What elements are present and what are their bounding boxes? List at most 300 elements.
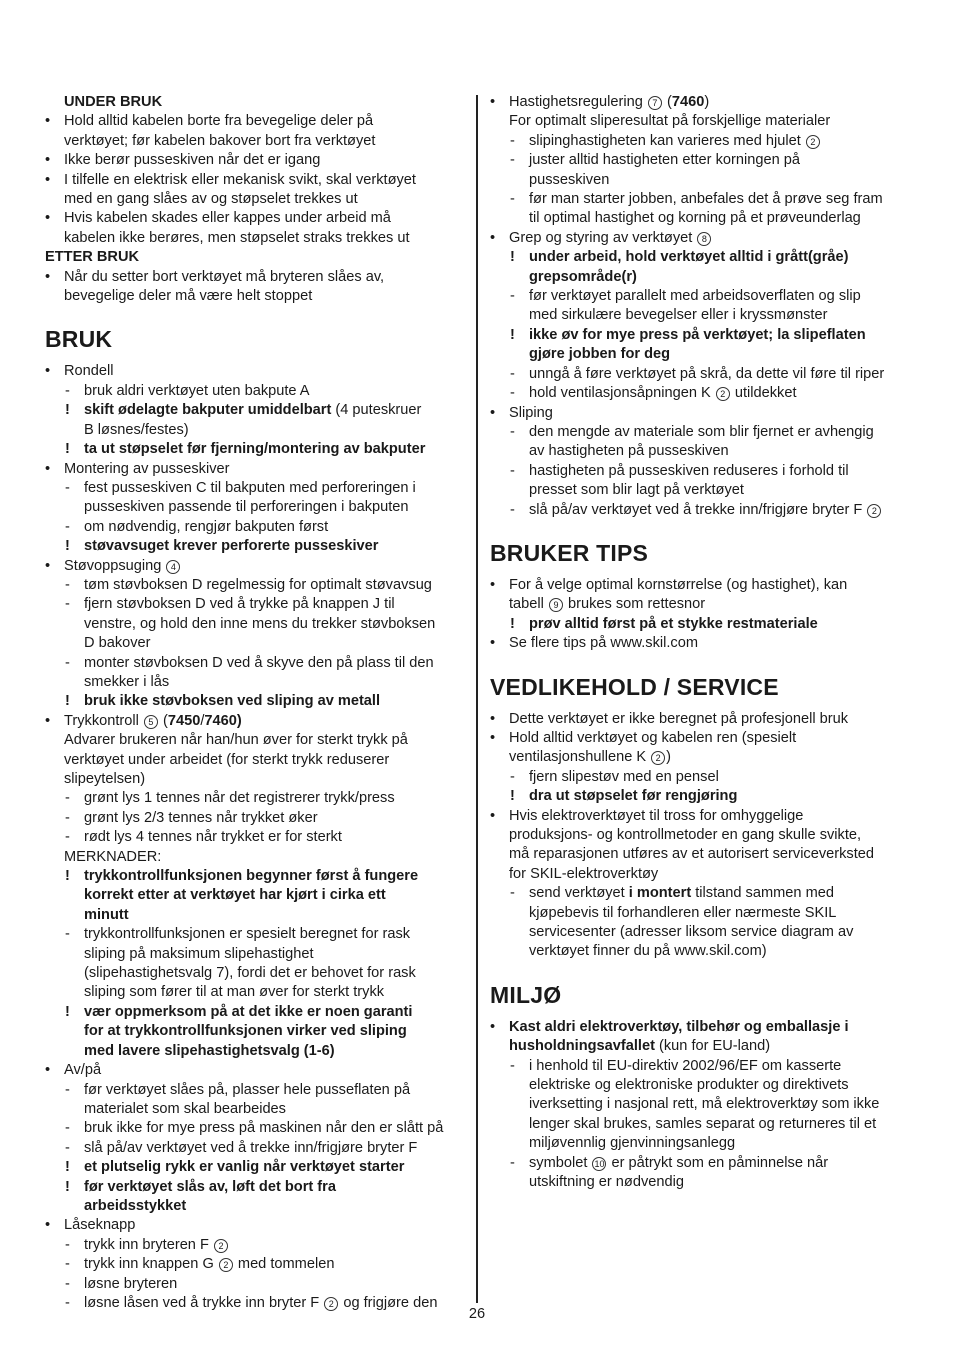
warning-marker: !: [65, 693, 70, 710]
warning-marker: !: [65, 1159, 70, 1176]
text-run: til optimal hastighet og korning på et prøveunderlag: [529, 210, 861, 227]
text-run: løsne bryteren: [84, 1275, 178, 1292]
text-line: [45, 1216, 465, 1235]
text-line: [45, 1042, 465, 1061]
text-run: Hold alltid kabelen borte fra bevegelige deler på: [64, 113, 374, 130]
text-line: [45, 809, 465, 828]
text-run: og frigjøre den: [339, 1294, 438, 1311]
dash-marker: -: [510, 462, 515, 479]
text-run: sliping på maksimum slipehastighet: [84, 945, 314, 962]
text-run: (slipehastighetsvalg 7), fordi det er behovet for rask: [84, 965, 416, 982]
text-line: [45, 751, 465, 770]
text-line: [45, 557, 465, 576]
figure-reference-number: 2: [651, 751, 665, 765]
figure-reference-number: 2: [214, 1239, 228, 1253]
bullet-marker: •: [45, 268, 51, 285]
text-run: elektriske og elektroniske produkter og direktivets: [529, 1077, 849, 1094]
text-run: slå på/av verktøyet ved å trekke inn/frigjøre bryter F: [84, 1139, 418, 1156]
text-run: materialet som skal bearbeides: [84, 1100, 286, 1117]
text-run: om nødvendig, rengjør bakputen først: [84, 518, 329, 535]
figure-reference-number: 10: [594, 1158, 605, 1169]
text-line: [45, 828, 465, 847]
text-line: [45, 770, 465, 789]
text-run: miljøvennlig gjenvinningsanlegg: [529, 1135, 736, 1152]
text-run: Sliping: [509, 404, 553, 421]
text-line: [45, 906, 465, 925]
text-line: [45, 634, 465, 653]
text-line: [490, 768, 912, 787]
text-line: [490, 190, 912, 209]
text-run: ta ut støpselet før fjerning/montering av bakputer: [84, 441, 426, 458]
text-line: [490, 1134, 912, 1153]
left-column: [45, 93, 465, 1313]
text-line: [490, 423, 912, 442]
dash-marker: -: [510, 288, 515, 305]
text-line: [490, 845, 912, 864]
text-line: [45, 789, 465, 808]
text-run: grepsområde(r): [529, 268, 637, 285]
dash-marker: -: [65, 1275, 70, 1292]
text-run: tøm støvboksen D regelmessig for optimalt støvavsug: [84, 576, 432, 593]
bullet-marker: •: [45, 1062, 51, 1079]
text-run: I tilfelle en elektrisk eller mekanisk svikt, skal verktøyet: [64, 171, 416, 188]
dash-marker: -: [65, 576, 70, 593]
dash-marker: -: [510, 423, 515, 440]
text-run: (kun for EU-land): [654, 1038, 771, 1055]
text-run: kjøpebevis til forhandleren eller nærmeste SKIL: [529, 904, 837, 921]
bold-text: husholdningsavfallet: [509, 1038, 655, 1055]
text-run: før verktøyet parallelt med arbeidsoverflaten og slip: [529, 288, 861, 305]
text-run: Låseknapp: [64, 1217, 136, 1234]
text-run: (: [662, 94, 672, 110]
dash-marker: -: [510, 768, 515, 785]
text-line: [490, 229, 912, 248]
text-run: Hastighetsregulering: [509, 94, 647, 110]
text-run: ikke øv for mye press på verktøyet; la slipeflaten: [529, 326, 866, 343]
text-line: [490, 748, 912, 767]
text-line: [45, 171, 465, 190]
text-line: [490, 1095, 912, 1114]
bullet-marker: •: [490, 729, 496, 746]
text-line: [45, 518, 465, 537]
text-run: Hvis elektroverktøyet til tross for omhyggelige: [509, 807, 804, 824]
bold-text: skift ødelagte bakputer umiddelbart: [84, 402, 332, 419]
text-line: [490, 306, 912, 325]
text-run: før verktøyet slås av, løft det bort fra: [84, 1178, 336, 1195]
bullet-marker: •: [45, 152, 51, 169]
text-run: dra ut støpselet før rengjøring: [529, 788, 738, 805]
warning-marker: !: [510, 615, 515, 632]
text-run: for at trykkontrollfunksjonen virker ved sliping: [84, 1023, 407, 1040]
text-run: hold ventilasjonsåpningen K: [529, 385, 715, 402]
dash-marker: -: [65, 654, 70, 671]
text-run: er påtrykt som en påminnelse når: [607, 1154, 829, 1171]
text-line: [490, 615, 912, 634]
bullet-marker: •: [490, 404, 496, 421]
text-run: hastigheten på pusseskiven reduseres i forhold til: [529, 462, 849, 479]
dash-marker: -: [65, 479, 70, 496]
text-line: [45, 479, 465, 498]
dash-marker: -: [510, 385, 515, 402]
text-run: trykk inn bryteren F: [84, 1236, 213, 1253]
text-run: B løsnes/festes): [84, 421, 189, 438]
text-line: [45, 1061, 465, 1080]
text-run: før man starter jobben, anbefales det å prøve seg fram: [529, 191, 883, 208]
bold-text: i montert: [628, 885, 692, 902]
text-run: løsne låsen ved å trykke inn bryter F: [84, 1294, 324, 1311]
text-run: trykkontrollfunksjonen begynner først å fungere: [84, 868, 419, 885]
figure-reference-number: 2: [219, 1258, 233, 1272]
warning-marker: !: [65, 538, 70, 555]
bullet-marker: •: [45, 1217, 51, 1234]
bullet-marker: •: [45, 712, 51, 729]
text-run: venstre, og hold den inne mens du trekker støvboksen: [84, 615, 436, 632]
text-run: (4 puteskruer: [331, 402, 422, 419]
text-line: [490, 268, 912, 287]
text-line: [45, 886, 465, 905]
text-run: fjern slipestøv med en pensel: [529, 768, 719, 785]
text-run: fest pusseskiven C til bakputen med perforeringen i: [84, 479, 416, 496]
text-run: Se flere tips på www.skil.com: [509, 635, 698, 652]
dash-marker: -: [510, 1057, 515, 1074]
dash-marker: -: [65, 1139, 70, 1156]
text-run: i henhold til EU-direktiv 2002/96/EF om kasserte: [529, 1057, 842, 1074]
text-line: [45, 1197, 465, 1216]
text-run: presset som blir lagt på verktøyet: [529, 482, 744, 499]
text-run: produksjons- og kontrollmetoder en gang skulle svikte,: [509, 827, 862, 843]
text-line: [45, 382, 465, 401]
dash-marker: -: [510, 191, 515, 208]
text-line: [45, 848, 465, 867]
text-run: symbolet: [529, 1154, 592, 1171]
text-run: vær oppmerksom på at det ikke er noen garanti: [84, 1003, 413, 1020]
text-run: utskiftning er nødvendig: [529, 1174, 684, 1191]
text-run: bruk aldri verktøyet uten bakpute A: [84, 382, 310, 399]
text-run: trykkontrollfunksjonen er spesielt beregnet for rask: [84, 926, 411, 943]
text-line: [490, 787, 912, 806]
text-line: [45, 229, 465, 248]
text-line: [45, 112, 465, 131]
text-run: rødt lys 4 tennes når trykket er for sterkt: [84, 829, 342, 846]
column-divider: [476, 95, 478, 1303]
text-line: [490, 326, 912, 345]
text-line: [490, 501, 912, 520]
figure-reference-number: 8: [697, 232, 711, 246]
dash-marker: -: [510, 885, 515, 902]
text-line: [490, 1057, 912, 1076]
text-line: [490, 248, 912, 267]
section-heading: VEDLIKEHOLD / SERVICE: [490, 673, 779, 700]
text-run: støvavsuget krever perforerte pusseskiver: [84, 538, 379, 555]
text-run: trykk inn knappen G: [84, 1256, 218, 1273]
text-line: [45, 692, 465, 711]
bold-text: Kast aldri elektroverktøy, tilbehør og emballasje i: [509, 1018, 849, 1035]
text-line: [490, 710, 912, 729]
text-run: Hold alltid verktøyet og kabelen ren (spesielt: [509, 729, 797, 746]
bullet-marker: •: [490, 635, 496, 652]
dash-marker: -: [65, 1120, 70, 1137]
bullet-marker: •: [45, 113, 51, 130]
text-run: utildekket: [730, 385, 797, 402]
warning-marker: !: [510, 249, 515, 266]
text-line: [45, 945, 465, 964]
bullet-marker: •: [490, 229, 496, 246]
text-run: Støvoppsuging: [64, 557, 166, 574]
page-number: 26: [468, 1306, 486, 1322]
text-line: [45, 362, 465, 381]
bold-text: 7460: [671, 94, 705, 110]
section-gap: [45, 306, 465, 326]
text-line: [490, 442, 912, 461]
text-line: [45, 576, 465, 595]
text-run: for SKIL-elektroverktøy: [509, 865, 659, 882]
text-run: Ikke berør pusseskiven når det er igang: [64, 152, 321, 169]
dash-marker: -: [65, 829, 70, 846]
text-line: [45, 867, 465, 886]
text-run: med tommelen: [233, 1256, 335, 1273]
text-line: [45, 983, 465, 1002]
text-line: [45, 151, 465, 170]
text-line: [45, 1100, 465, 1119]
text-run: verktøyet; før kabelen bakover bort fra verktøyet: [64, 132, 376, 149]
figure-reference-number: 4: [166, 560, 180, 574]
text-run: må reparasjonen utføres av et autorisert serviceverksted: [509, 846, 875, 863]
figure-reference-number: 9: [549, 598, 563, 612]
text-line: [490, 132, 912, 151]
text-run: fjern støvboksen D ved å trykke på knappen J til: [84, 596, 395, 613]
warning-marker: !: [65, 441, 70, 458]
text-line: [490, 1018, 912, 1037]
text-run: under arbeid, hold verktøyet alltid i grått(gråe): [529, 249, 849, 266]
text-line: [490, 826, 912, 845]
text-run: et plutselig rykk er vanlig når verktøyet starter: [84, 1159, 405, 1176]
text-line: [490, 171, 912, 190]
text-run: Når du setter bort verktøyet må bryteren slåes av,: [64, 268, 385, 285]
text-run: kabelen ikke berøres, men støpselet straks trekkes ut: [64, 229, 410, 246]
section-heading: BRUK: [45, 326, 113, 353]
dash-marker: -: [510, 365, 515, 382]
text-line: [45, 460, 465, 479]
bullet-marker: •: [45, 460, 51, 477]
bold-text: 7460): [204, 712, 242, 729]
warning-marker: !: [65, 868, 70, 885]
text-line: [490, 462, 912, 481]
text-line: [490, 93, 912, 112]
text-run: slipinghastigheten kan varieres med hjulet: [529, 132, 805, 149]
text-run: med lavere slipehastighetsvalg (1-6): [84, 1042, 335, 1059]
dash-marker: -: [65, 1294, 70, 1311]
bullet-marker: •: [490, 807, 496, 824]
text-line: [490, 1154, 912, 1173]
text-run: unngå å føre verktøyet på skrå, da dette vil føre til riper: [529, 365, 885, 382]
text-line: [490, 384, 912, 403]
text-line: [45, 925, 465, 944]
text-line: [45, 615, 465, 634]
text-run: bevegelige deler må være helt stoppet: [64, 288, 313, 305]
dash-marker: -: [65, 926, 70, 943]
bullet-marker: •: [490, 94, 496, 110]
text-line: [45, 190, 465, 209]
text-run: Grep og styring av verktøyet: [509, 229, 697, 246]
dash-marker: -: [510, 152, 515, 169]
text-line: [45, 248, 465, 267]
text-line: [490, 729, 912, 748]
text-line: [45, 712, 465, 731]
text-run: verktøyet under arbeidet (for sterkt trykk reduserer: [64, 751, 390, 768]
text-run: juster alltid hastigheten etter korningen på: [529, 152, 800, 169]
heading-gap: [490, 1008, 912, 1018]
figure-reference-number: 5: [144, 715, 158, 729]
text-run: slipeytelsen): [64, 771, 146, 787]
text-run: lenger skal brukes, samles separat og returneres til et: [529, 1115, 877, 1132]
text-line: [45, 93, 465, 112]
section-gap: [490, 962, 912, 982]
text-line: [490, 1173, 912, 1192]
text-run: verktøyet finner du på www.skil.com): [529, 943, 767, 960]
text-run: ETTER BRUK: [45, 249, 140, 266]
text-line: [490, 807, 912, 826]
text-line: [490, 865, 912, 884]
text-line: [490, 209, 912, 228]
text-run: tabell: [509, 596, 548, 613]
text-line: [45, 1255, 465, 1274]
text-run: Rondell: [64, 363, 114, 380]
warning-marker: !: [65, 1178, 70, 1195]
dash-marker: -: [510, 132, 515, 149]
text-line: [490, 287, 912, 306]
text-line: [490, 112, 912, 131]
text-line: [45, 268, 465, 287]
text-line: [490, 404, 912, 423]
figure-reference-number: 2: [716, 387, 730, 401]
text-line: [45, 654, 465, 673]
text-line: [45, 964, 465, 983]
dash-marker: -: [65, 596, 70, 613]
text-run: brukes som rettesnor: [563, 596, 706, 613]
bullet-marker: •: [490, 1018, 496, 1035]
text-run: arbeidsstykket: [84, 1197, 187, 1214]
text-line: [45, 595, 465, 614]
text-run: servicesenter (adresser liksom service diagram av: [529, 924, 854, 941]
dash-marker: -: [65, 790, 70, 807]
text-run: For optimalt sliperesultat på forskjellige materialer: [509, 113, 831, 130]
text-run: bruk ikke støvboksen ved sliping av metall: [84, 693, 381, 710]
text-line: [45, 132, 465, 151]
text-run: iverksetting i nasjonal rett, må elektroverktøy som ikke: [529, 1096, 880, 1113]
text-line: [490, 942, 912, 961]
text-run: Advarer brukeren når han/hun øver for sterkt trykk på: [64, 732, 408, 749]
section-heading: MILJØ: [490, 981, 562, 1008]
bullet-marker: •: [45, 557, 51, 574]
text-run: UNDER BRUK: [64, 94, 163, 110]
text-run: MERKNADER:: [64, 848, 162, 865]
text-line: [490, 1115, 912, 1134]
heading-gap: [490, 700, 912, 710]
warning-marker: !: [65, 402, 70, 419]
text-run: (: [158, 712, 168, 729]
text-run: smekker i lås: [84, 673, 170, 690]
section-gap: [490, 654, 912, 674]
text-line: [45, 287, 465, 306]
text-line: [45, 498, 465, 517]
bullet-marker: •: [490, 710, 496, 727]
text-run: ventilasjonshullene K: [509, 749, 651, 766]
text-run: Montering av pusseskiver: [64, 460, 230, 477]
text-run: med sirkulære bevegelser eller i kryssmønster: [529, 307, 828, 324]
dash-marker: -: [65, 518, 70, 535]
text-line: [45, 673, 465, 692]
dash-marker: -: [510, 1154, 515, 1171]
text-run: Av/på: [64, 1062, 102, 1079]
text-line: [45, 1236, 465, 1255]
text-line: [45, 440, 465, 459]
text-run: minutt: [84, 906, 129, 923]
bold-text: 7450: [167, 712, 201, 729]
dash-marker: -: [65, 809, 70, 826]
text-line: [45, 537, 465, 556]
warning-marker: !: [510, 326, 515, 343]
text-line: [490, 923, 912, 942]
text-line: [45, 1081, 465, 1100]
text-run: prøv alltid først på et stykke restmateriale: [529, 615, 818, 632]
text-run: bruk ikke for mye press på maskinen når den er slått på: [84, 1120, 444, 1137]
text-line: [45, 401, 465, 420]
text-line: [490, 1076, 912, 1095]
text-run: ): [704, 94, 710, 110]
text-run: pusseskiven: [529, 171, 610, 188]
text-line: [45, 1158, 465, 1177]
dash-marker: -: [65, 382, 70, 399]
text-run: sliping som fører til at man øver for sterkt trykk: [84, 984, 385, 1001]
heading-gap: [45, 352, 465, 362]
figure-reference-number: 2: [806, 135, 820, 149]
text-line: [45, 1139, 465, 1158]
figure-reference-number: 2: [324, 1297, 338, 1311]
warning-marker: !: [65, 1003, 70, 1020]
text-line: [490, 595, 912, 614]
text-run: pusseskiven passende til perforeringen i bakputen: [84, 499, 409, 516]
bullet-marker: •: [45, 171, 51, 188]
figure-reference-number: 2: [867, 504, 881, 518]
section-heading: BRUKER TIPS: [490, 539, 649, 566]
text-run: grønt lys 1 tennes når det registrerer trykk/press: [84, 790, 395, 807]
text-line: [490, 365, 912, 384]
bullet-marker: •: [490, 576, 496, 593]
text-line: [45, 1022, 465, 1041]
text-run: gjøre jobben for deg: [529, 346, 671, 363]
text-line: [490, 151, 912, 170]
dash-marker: -: [65, 1256, 70, 1273]
text-line: [490, 1037, 912, 1056]
figure-reference-number: 7: [648, 96, 662, 110]
text-run: D bakover: [84, 635, 151, 652]
text-line: [490, 904, 912, 923]
warning-marker: !: [510, 788, 515, 805]
text-run: /: [200, 712, 205, 729]
bullet-marker: •: [45, 363, 51, 380]
section-gap: [490, 520, 912, 540]
text-line: [490, 576, 912, 595]
text-line: [490, 634, 912, 653]
text-run: av hastigheten på pusseskiven: [529, 443, 729, 460]
dash-marker: -: [510, 501, 515, 518]
text-line: [490, 345, 912, 364]
text-line: [45, 209, 465, 228]
text-run: før verktøyet slåes på, plasser hele pusseflaten på: [84, 1081, 411, 1098]
text-run: slå på/av verktøyet ved å trekke inn/frigjøre bryter F: [529, 501, 867, 518]
text-run: Trykkontroll: [64, 712, 143, 729]
text-line: [490, 481, 912, 500]
